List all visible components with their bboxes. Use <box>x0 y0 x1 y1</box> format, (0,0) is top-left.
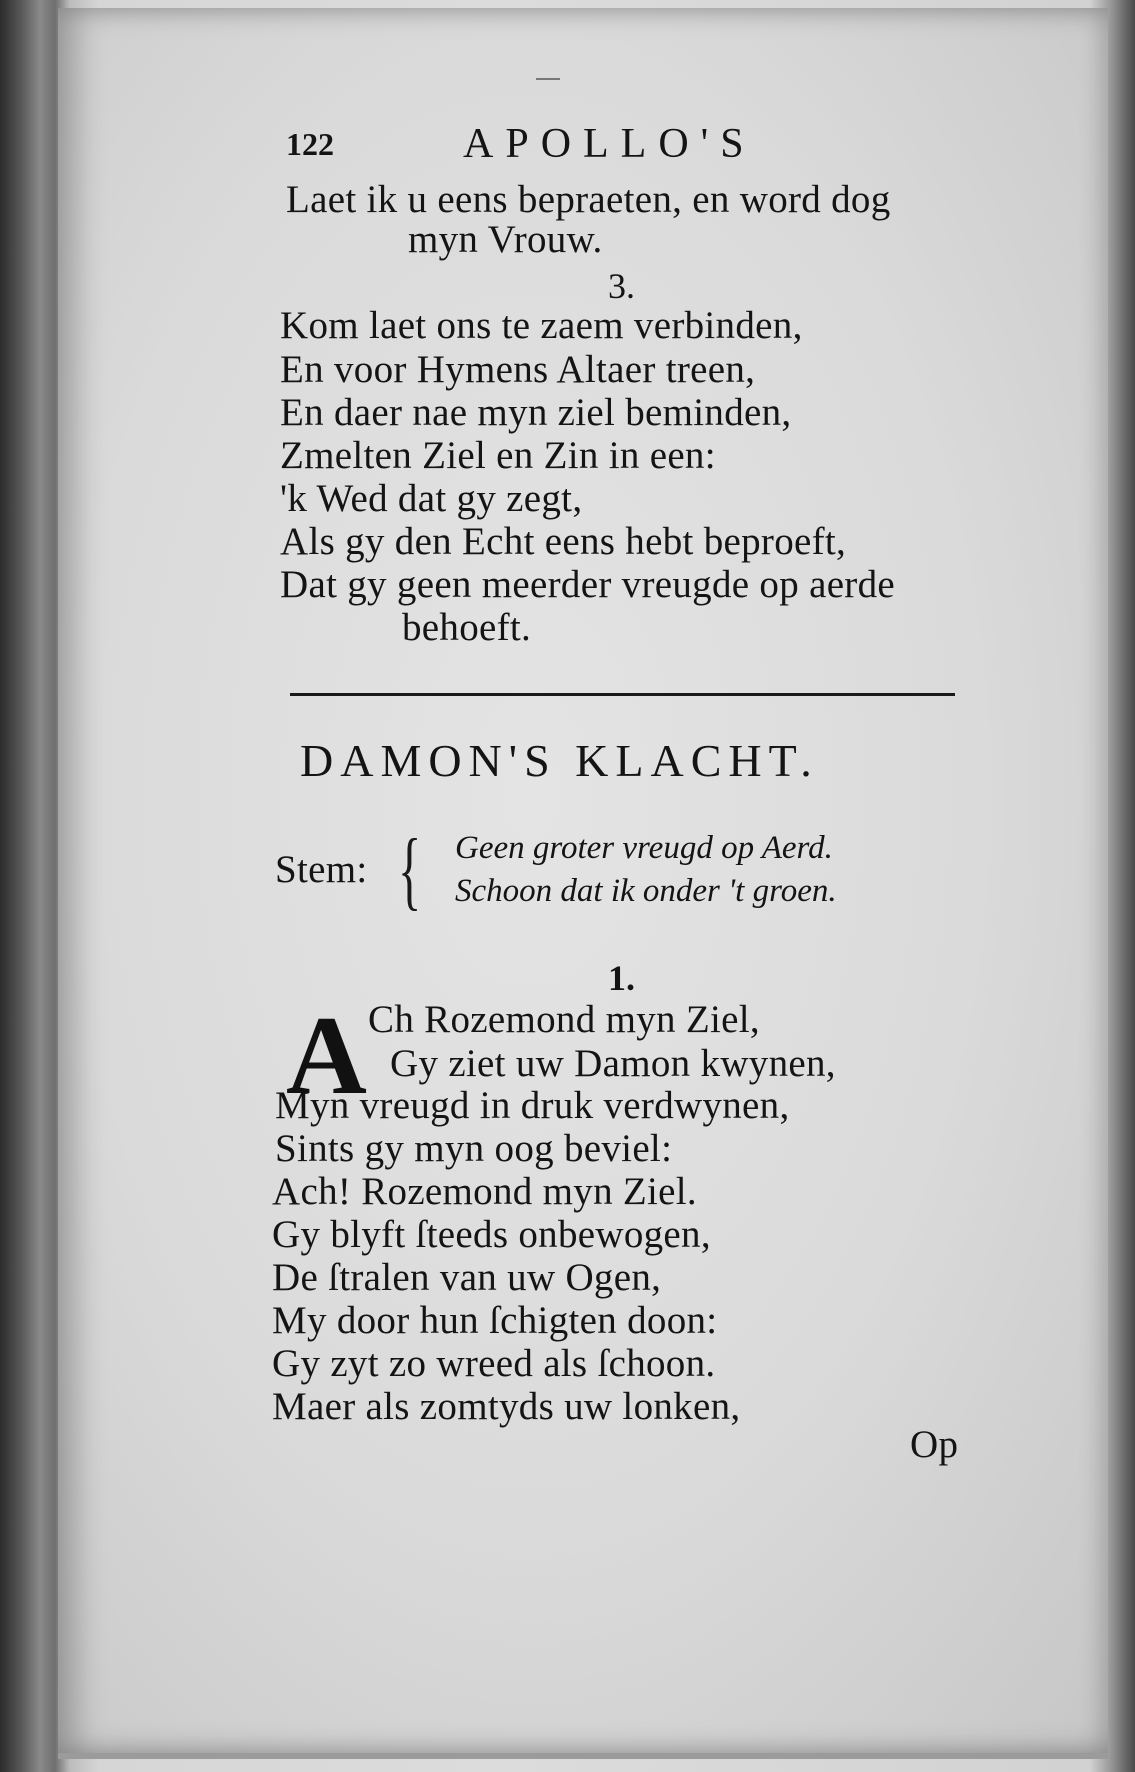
tune-line: Schoon dat ik onder 't groen. <box>455 873 837 909</box>
top-mark <box>536 78 560 80</box>
poem-line: En voor Hymens Altaer treen, <box>280 348 756 391</box>
poem-line: Dat gy geen meerder vreugde op aerde <box>280 563 895 606</box>
poem-line: Gy blyft ſteeds onbewogen, <box>272 1213 711 1256</box>
page-number: 122 <box>286 126 334 162</box>
poem-line: behoeft. <box>402 606 532 649</box>
poem-line: Kom laet ons te zaem verbinden, <box>280 304 803 347</box>
poem-title: DAMON'S KLACHT. <box>300 735 819 786</box>
running-title: APOLLO'S <box>463 121 756 167</box>
poem-line: Zmelten Ziel en Zin in een: <box>280 434 716 477</box>
poem-line: 'k Wed dat gy zegt, <box>280 477 583 520</box>
poem-line: Gy zyt zo wreed als ſchoon. <box>272 1342 716 1385</box>
brace-icon: { <box>398 822 422 919</box>
poem-line: Sints gy myn oog beviel: <box>275 1127 673 1170</box>
stanza-number: 3. <box>608 266 635 306</box>
poem-line: De ſtralen van uw Ogen, <box>272 1256 662 1299</box>
poem-line: Ch Rozemond myn Ziel, <box>368 998 760 1041</box>
poem-line: Als gy den Echt eens hebt beproeft, <box>280 520 847 563</box>
poem-line: Ach! Rozemond myn Ziel. <box>272 1170 697 1213</box>
poem-line: Laet ik u eens bepraeten, en word dog <box>286 178 891 221</box>
poem-line: En daer nae myn ziel beminden, <box>280 391 792 434</box>
section-divider <box>290 693 955 696</box>
poem-line: Gy ziet uw Damon kwynen, <box>390 1042 836 1085</box>
catchword: Op <box>910 1423 959 1466</box>
poem-line: Myn vreugd in druk verdwynen, <box>275 1084 790 1127</box>
stem-label: Stem: <box>275 848 368 891</box>
poem-line: Maer als zomtyds uw lonken, <box>272 1385 741 1428</box>
poem-line: myn Vrouw. <box>408 218 603 261</box>
tune-line: Geen groter vreugd op Aerd. <box>455 830 833 866</box>
drop-cap: A <box>286 994 367 1118</box>
poem-line: My door hun ſchigten doon: <box>272 1299 718 1342</box>
stanza-number: 1. <box>608 958 635 998</box>
